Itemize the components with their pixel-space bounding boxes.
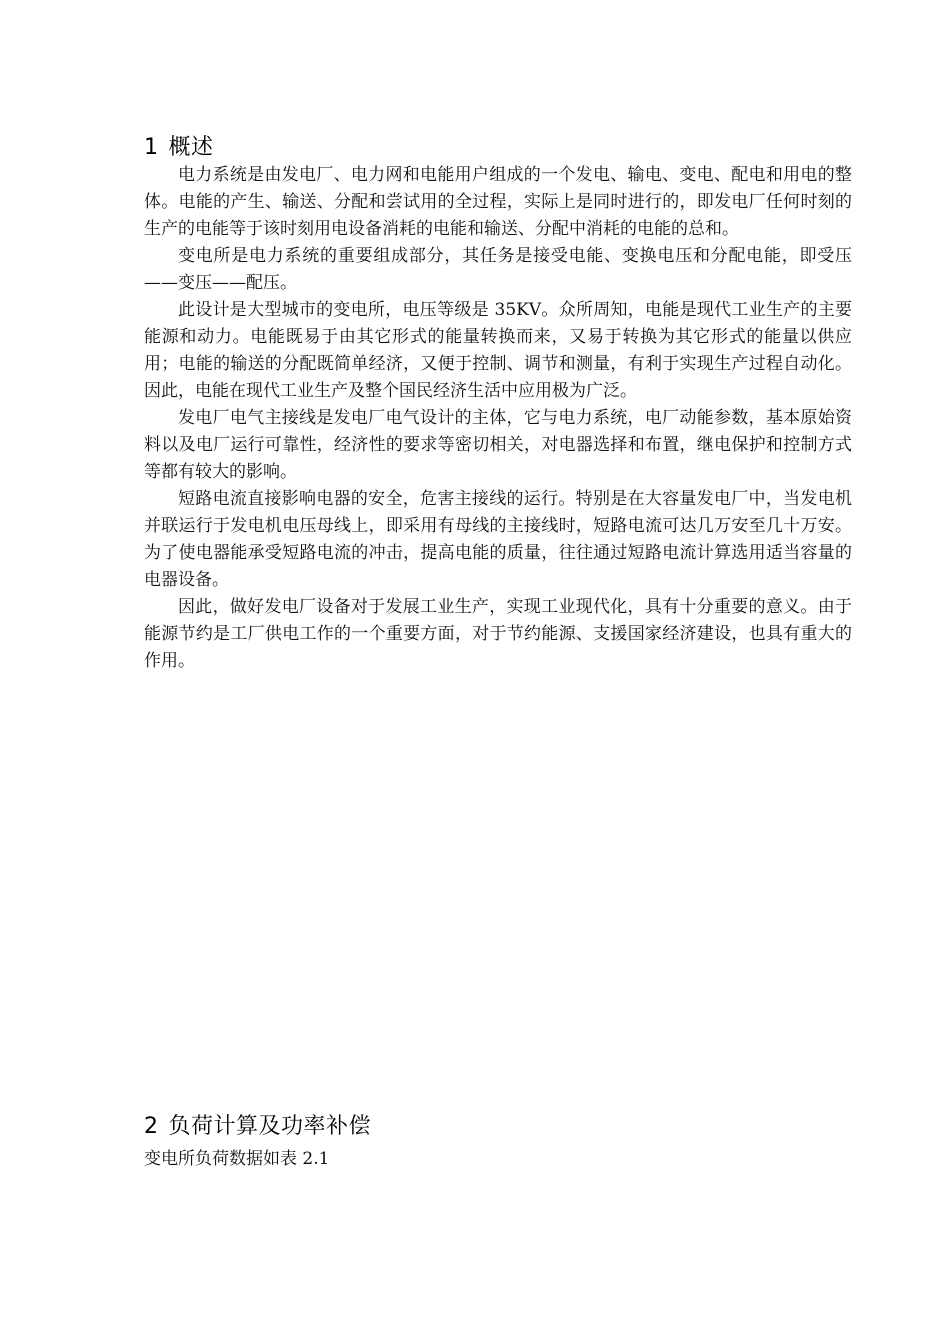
section-2-body [144,1146,852,1173]
section-1-body [144,162,852,675]
section-2-heading [144,1109,371,1140]
section-1-title: 概述 [168,135,214,160]
paragraph: 短路电流直接影响电器的安全，危害主接线的运行。特别是在大容量发电厂中，当发电机并联运行于发电机电压母线上，即采用有母线的主接线时，短路电流可达几万安至几十万安。为了使电器能承受短路电流的冲击，提高电能的质量，往往通过短路电流计算选用适当容量的电器设备。 [144,489,852,590]
section-2-intro: 变电所负荷数据如表 2.1 [144,1149,330,1169]
section-2-number: 2 [144,1114,159,1139]
paragraph: 此设计是大型城市的变电所，电压等级是 35KV。众所周知，电能是现代工业生产的主要能源和动力。电能既易于由其它形式的能量转换而来，又易于转换为其它形式的能量以供应用；电能的输送的分配既简单经济，又便于控制、调节和测量，有利于实现生产过程自动化。因此，电能在现代工业生产及整个国民经济生活中应用极为广泛。 [144,300,852,401]
paragraph: 变电所是电力系统的重要组成部分，其任务是接受电能、变换电压和分配电能，即受压——变压——配压。 [144,246,852,293]
paragraph: 发电厂电气主接线是发电厂电气设计的主体，它与电力系统，电厂动能参数，基本原始资料以及电厂运行可靠性，经济性的要求等密切相关，对电器选择和布置，继电保护和控制方式等都有较大的影响。 [144,408,852,482]
section-1-heading [144,130,214,161]
section-1-number: 1 [144,135,159,160]
paragraph: 因此，做好发电厂设备对于发展工业生产，实现工业现代化，具有十分重要的意义。由于能源节约是工厂供电工作的一个重要方面，对于节约能源、支援国家经济建设，也具有重大的作用。 [144,597,852,671]
paragraph: 电力系统是由发电厂、电力网和电能用户组成的一个发电、输电、变电、配电和用电的整体。电能的产生、输送、分配和尝试用的全过程，实际上是同时进行的，即发电厂任何时刻的生产的电能等于该时刻用电设备消耗的电能和输送、分配中消耗的电能的总和。 [144,165,852,239]
section-2-title: 负荷计算及功率补偿 [168,1114,372,1139]
